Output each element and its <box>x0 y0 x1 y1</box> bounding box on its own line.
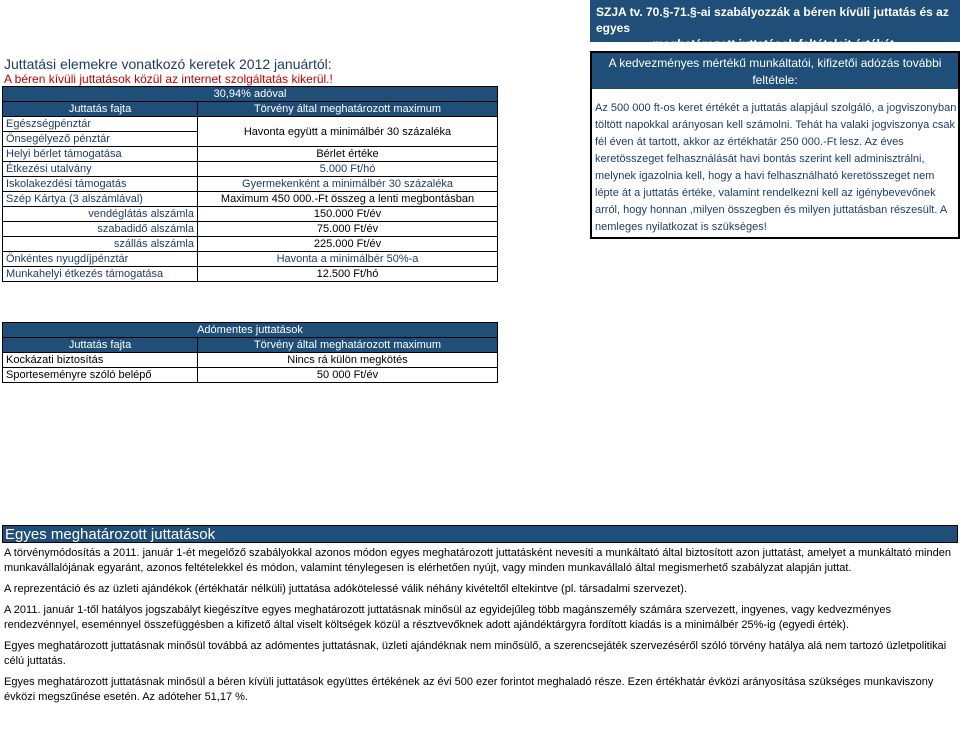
paragraph: A törvénymódosítás a 2011. január 1-ét megelőző szabályokkal azonos módon egyes meghatározott juttatásként nevesíti a munkáltató által biztosított azon juttatást, amelyet a munkáltató minden munkavállalójának egyaránt, azonos feltételekkel és módon, valamint ténylegesen is elérhetően nyújt, vagy minden munkavállaló által megismerhető szabályzat alapján juttat. <box>4 547 951 574</box>
table-row <box>3 237 498 252</box>
row-value: 5.000 Ft/hó <box>198 162 498 177</box>
table-row <box>3 368 498 383</box>
row-label: Iskolakezdési támogatás <box>3 177 198 192</box>
column-header-type: Juttatás fajta <box>3 102 198 117</box>
row-label: Étkezési utalvány <box>3 162 198 177</box>
banner-line-2: meghatározott juttatások feltételeit,értékét. <box>652 37 898 51</box>
table-row <box>3 252 498 267</box>
row-label: szabadidő alszámla <box>3 222 198 237</box>
row-value: Gyermekenként a minimálbér 30 százaléka <box>198 177 498 192</box>
specific-benefits-title: Egyes meghatározott juttatások <box>2 525 958 543</box>
row-value: Maximum 450 000.-Ft összeg a lenti megbontásban <box>198 192 498 207</box>
table-header-row <box>3 338 498 353</box>
warning-note: A béren kívüli juttatások közül az internet szolgáltatás kikerül.! <box>4 72 333 86</box>
row-label: vendéglátás alszámla <box>3 207 198 222</box>
paragraph: Egyes meghatározott juttatásnak minősül a béren kívüli juttatások együttes értékének az évi 500 ezer forintot meghaladó része. Ezen értékhatár évközi arányosítása szükséges munkaviszony évközi megszűnése esetén. Az adóteher 51,17 %. <box>4 676 934 703</box>
row-value: Bérlet értéke <box>198 147 498 162</box>
conditions-box <box>590 51 960 239</box>
row-value: 75.000 Ft/év <box>198 222 498 237</box>
law-reference-banner <box>590 0 960 51</box>
tax-free-header: Adómentes juttatások <box>3 323 498 338</box>
row-value: Havonta együtt a minimálbér 30 százaléka <box>198 117 498 147</box>
row-label: Önsegélyező pénztár <box>3 132 198 147</box>
table-row <box>3 207 498 222</box>
benefits-table <box>2 86 498 282</box>
table-rate-row <box>3 87 498 102</box>
conditions-text: Az 500 000 ft-os keret értékét a juttatás alapjául szolgáló, a jogviszonyban töltött napokkal arányosan kell számolni. Tehát ha valaki jogviszonya csak fél éven át tartott, akkor az értékhatár 250 000.-Ft lesz. Az éves keretösszeget felhasználását havi bontás szerint kell adminisztrálni, melynek igazolnia kell, hogy a havi felhasználható keretösszeget nem lépte át a juttatás értéke, valamint rendelkezni kell az igénybevevőnek arról, hogy honnan ,milyen összegben és milyen juttatásban részesült. A nemleges nyilatkozat is szükséges! <box>595 102 957 233</box>
column-header-type: Juttatás fajta <box>3 338 198 353</box>
table-row <box>3 222 498 237</box>
row-value: 50 000 Ft/év <box>198 368 498 383</box>
row-label: Szép Kártya (3 alszámlával) <box>3 192 198 207</box>
row-label: Egészségpénztár <box>3 117 198 132</box>
row-label: Munkahelyi étkezés támogatása <box>3 267 198 282</box>
row-label: Sporteseményre szóló belépő <box>3 368 198 383</box>
table-header-row <box>3 102 498 117</box>
table-row <box>3 147 498 162</box>
paragraph: Egyes meghatározott juttatásnak minősül továbbá az adómentes juttatásnak, üzleti ajándéknak nem minősülő, a szerencsejáték szervezéséről szóló törvény hatálya alá nem tartozó üzletpolitikai célú juttatás. <box>4 640 947 667</box>
table-row <box>3 192 498 207</box>
paragraph: A reprezentáció és az üzleti ajándékok (értékhatár nélküli) juttatása adókötelessé válik néhány kivételtől eltekintve (pl. társadalmi szervezet). <box>4 583 687 595</box>
section-heading: Juttatási elemekre vonatkozó keretek 2012 januártól: <box>4 56 332 72</box>
table-row <box>3 177 498 192</box>
conditions-header: A kedvezményes mértékű munkáltatói, kifizetői adózás további feltétele: <box>592 53 958 89</box>
row-label: szállás alszámla <box>3 237 198 252</box>
table-row <box>3 162 498 177</box>
table-row <box>3 267 498 282</box>
paragraph: A 2011. január 1-től hatályos jogszabályt kiegészítve egyes meghatározott juttatásnak minősül az egyidejűleg több magánszemély számára szervezett, ingyenes, vagy kedvezményes rendezvénnyel, eseménnyel összefüggésben a kifizető által viselt költségek közül a résztvevőknek adott ajándéktárgyra fordított kiadás is a minimálbér 25%-ig (egyedi érték). <box>4 604 892 631</box>
row-label: Önkéntes nyugdíjpénztár <box>3 252 198 267</box>
row-value: 150.000 Ft/év <box>198 207 498 222</box>
column-header-maximum: Törvény által meghatározott maximum <box>198 338 498 353</box>
row-value: 225.000 Ft/év <box>198 237 498 252</box>
column-header-maximum: Törvény által meghatározott maximum <box>198 102 498 117</box>
row-label: Helyi bérlet támogatása <box>3 147 198 162</box>
table-title-row <box>3 323 498 338</box>
row-value: 12.500 Ft/hó <box>198 267 498 282</box>
table-row <box>3 353 498 368</box>
table-row <box>3 117 498 132</box>
banner-line-1: SZJA tv. 70.§-71.§-ai szabályozzák a béren kívüli juttatás és az egyes <box>596 5 949 35</box>
row-label: Kockázati biztosítás <box>3 353 198 368</box>
rate-header: 30,94% adóval <box>3 87 498 102</box>
row-value: Nincs rá külön megkötés <box>198 353 498 368</box>
specific-benefits-text <box>4 546 954 711</box>
tax-free-table <box>2 322 498 383</box>
row-value: Havonta a minimálbér 50%-a <box>198 252 498 267</box>
